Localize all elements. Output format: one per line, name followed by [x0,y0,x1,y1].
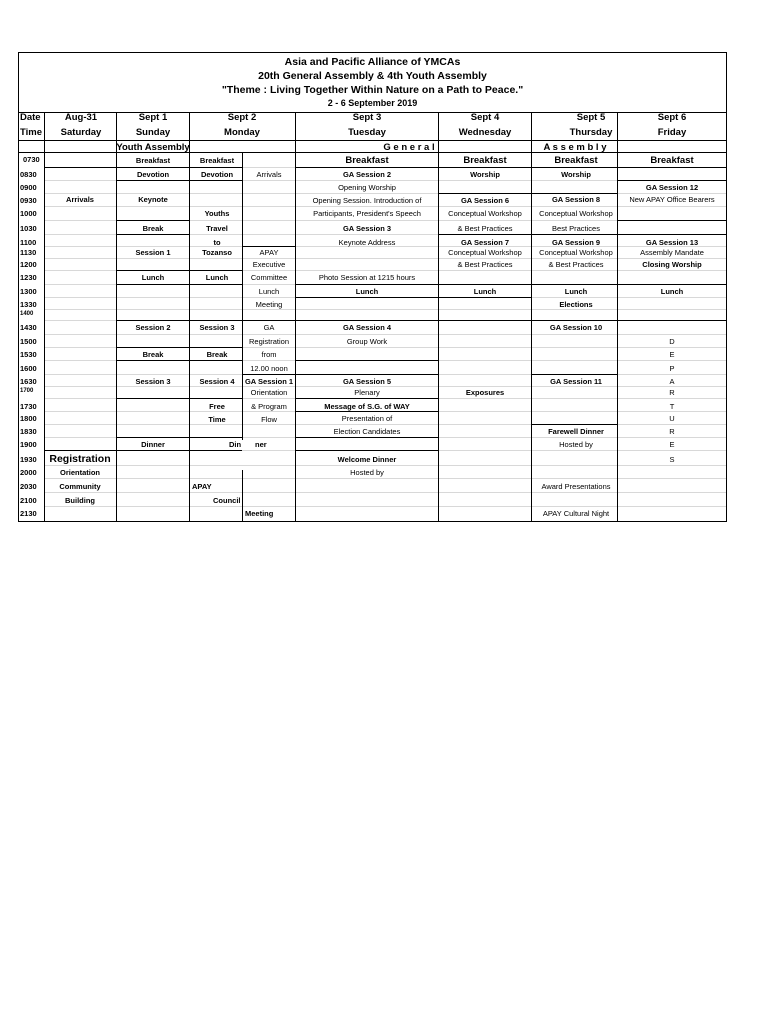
day-date: Sept 6 [657,112,687,123]
grid-line [438,193,531,194]
event: Conceptual Workshop [448,248,522,257]
day-date: Sept 5 [576,112,606,123]
day-name: Friday [657,127,687,138]
event: GA Session 6 [460,196,510,205]
grid-line [617,112,618,521]
event: GA Session 2 [342,170,392,179]
day-date: Sept 2 [227,112,257,123]
grid-line [531,193,617,194]
grid-line [189,320,242,321]
event: Participants, President's Speech [313,209,421,218]
grid-line [116,450,189,451]
day-name: Thursday [569,127,613,138]
grid-line [189,112,190,521]
day-date: Sept 3 [352,112,382,123]
grid-line [531,374,617,375]
time-label: 1200 [20,260,37,269]
event: GA Session 11 [550,377,602,386]
event: GA Session 7 [460,238,510,247]
day-name: Monday [224,127,260,138]
time-label: 1700 [20,388,34,394]
grid-line [116,180,189,181]
event: GA Session 1 [244,377,294,386]
event: Opening Worship [338,183,396,192]
time-label: 1500 [20,337,37,346]
time-label: 1430 [20,323,37,332]
grid-line [295,360,438,361]
event: Conceptual Workshop [539,209,613,218]
event: Session 3 [199,323,235,332]
event: Welcome Dinner [337,455,397,464]
grid-line [44,309,726,310]
grid-line [116,360,189,361]
event: Session 1 [135,248,171,257]
grid-line [44,478,726,479]
grid-line [295,398,438,399]
event: Lunch [141,273,165,282]
grid-line [189,360,242,361]
event: Lunch [660,287,684,296]
grid-line [242,320,295,321]
grid-line [116,112,117,521]
time-label: 0930 [20,196,37,205]
event: Din [229,440,242,449]
time-label: 1730 [20,402,37,411]
event: Hosted by [559,440,593,449]
time-label: 1400 [20,311,34,317]
grid-line [242,470,243,521]
event: APAY [259,248,279,257]
grid-line [531,112,532,521]
grid-line [438,234,531,235]
time-label: 1330 [20,300,37,309]
event: Breakfast [463,155,507,166]
time-label: 0730 [23,155,40,164]
grid-line [44,140,242,141]
time-label: 1100 [20,238,37,247]
time-label: 1530 [20,350,37,359]
event: Registration [248,337,290,346]
grid-line [295,320,438,321]
event: Youths [204,209,230,218]
grid-line [44,465,726,466]
event: Conceptual Workshop [539,248,613,257]
event: Best Practices [552,224,600,233]
grid-line [438,167,531,168]
event: Presentation of [341,414,393,423]
grid-line [44,112,45,521]
event: & Program [251,402,287,411]
departures-letter: A [669,377,675,386]
grid-line [44,167,116,168]
grid-line [242,152,243,440]
event: Dinner [141,440,165,449]
day-date: Sept 4 [470,112,500,123]
date-range: 2 - 6 September 2019 [327,98,418,108]
grid-line [44,506,726,507]
departures-letter: P [669,364,675,373]
event: Session 4 [199,377,235,386]
grid-line [617,234,727,235]
grid-line [295,297,438,298]
assembly-title: 20th General Assembly & 4th Youth Assembly [258,70,487,82]
event: 12.00 noon [250,364,288,373]
event: Election Candidates [333,427,401,436]
event: Meeting [245,509,274,518]
event: & Best Practices [548,260,604,269]
grid-line [295,411,438,412]
time-label: 1630 [20,377,37,386]
time-label: 0830 [20,170,37,179]
time-label: 2100 [20,496,37,505]
event: Council [213,496,241,505]
grid-line [116,220,189,221]
event: Break [142,350,164,359]
event: Elections [559,300,593,309]
time-label: 0900 [20,183,37,192]
grid-line [617,320,727,321]
grid-line [44,492,726,493]
event: Arrivals [66,195,94,204]
grid-line [617,220,727,221]
event: Time [208,415,226,424]
event: Farewell Dinner [548,427,604,436]
event: Session 3 [135,377,171,386]
grid-line [531,424,617,425]
grid-line [242,246,295,247]
event: Travel [206,224,228,233]
grid-line [242,374,295,375]
event: Lunch [564,287,588,296]
event: GA [263,323,275,332]
grid-line [438,297,531,298]
event: Group Work [346,337,388,346]
event: Opening Session. Introduction of [312,196,422,205]
departures-letter: D [669,337,675,346]
event: Breakfast [135,156,171,165]
day-name: Wednesday [458,127,512,138]
grid-line [531,234,617,235]
grid-line [116,398,189,399]
time-label: 2130 [20,509,37,518]
grid-line [617,167,727,168]
grid-line [189,284,242,285]
event: GA Session 8 [551,195,601,204]
day-name: Sunday [135,127,171,138]
event: Registration [49,453,111,465]
event: Plenary [354,388,380,397]
event: Devotion [136,170,170,179]
event: Conceptual Workshop [448,209,522,218]
grid-line [531,167,617,168]
event: GA Session 12 [645,183,699,192]
grid-line [531,284,617,285]
event: Meeting [255,300,283,309]
event: to [213,238,221,247]
event: GA Session 9 [551,238,601,247]
departures-letter: S [669,455,675,464]
time-label: 1600 [20,364,37,373]
grid-line [116,320,189,321]
event: Orientation [59,468,101,477]
event: GA Session 10 [549,323,603,332]
grid-line [116,167,189,168]
event: Breakfast [554,155,598,166]
grid-line [189,347,242,348]
grid-line [295,374,438,375]
grid-line [189,398,242,399]
departures-letter: T [669,402,675,411]
event: Executive [252,260,286,269]
event: Break [206,350,228,359]
event: Lunch [355,287,379,296]
assembly-banner: A s s e m b l y [543,142,607,153]
event: Session 2 [135,323,171,332]
grid-line [189,167,242,168]
grid-line [295,112,296,521]
event: Worship [470,170,500,179]
event: Hosted by [350,468,384,477]
time-label: 1300 [20,287,37,296]
event: Photo Session at 1215 hours [318,273,416,282]
event: Flow [261,415,277,424]
event: APAY [192,482,212,491]
departures-letter: E [669,440,675,449]
event: Breakfast [345,155,389,166]
event: & Best Practices [457,260,513,269]
event: GA Session 4 [342,323,392,332]
grid-line [295,437,438,438]
event: Worship [561,170,591,179]
time-label: 1030 [20,224,37,233]
event: Community [59,482,101,491]
grid-line [44,206,726,207]
departures-letter: U [669,414,675,423]
theme-title: "Theme : Living Together Within Nature on a Path to Peace." [221,84,524,96]
time-label: Time [20,127,43,138]
time-label: 1830 [20,427,37,436]
event: Award Presentations [541,482,611,491]
grid-line [116,347,189,348]
event: Orientation [250,388,288,397]
grid-line [44,386,726,387]
event: Closing Worship [642,260,702,269]
grid-line [295,450,438,451]
event: GA Session 13 [645,238,699,247]
time-label: 1000 [20,209,37,218]
grid-line [617,180,727,181]
day-name: Saturday [60,127,102,138]
departures-letter: R [669,427,675,436]
grid-line [44,450,116,451]
event: Committee [250,273,288,282]
day-date: Sept 1 [138,112,168,123]
time-label: 2000 [20,468,37,477]
event: Exposures [465,388,505,397]
event: Lunch [205,273,229,282]
event: Devotion [200,170,234,179]
grid-line [242,140,727,141]
grid-line [295,284,438,285]
grid-line [44,193,726,194]
event: Lunch [473,287,497,296]
event: Lunch [258,287,280,296]
time-label: 1130 [20,248,37,257]
grid-line [295,167,438,168]
day-name: Tuesday [348,127,386,138]
grid-line [44,258,726,259]
event: Break [142,224,164,233]
time-label: 1230 [20,273,37,282]
grid-line [189,437,242,438]
time-label: 1800 [20,414,37,423]
grid-line [531,320,617,321]
grid-line [438,320,531,321]
event: & Best Practices [457,224,513,233]
day-date: Aug-31 [64,112,98,123]
grid-line [116,437,189,438]
grid-line [189,450,242,451]
grid-line [438,284,531,285]
time-label: 2030 [20,482,37,491]
event: Free [209,402,225,411]
alliance-title: Asia and Pacific Alliance of YMCAs [284,56,461,68]
event: ner [255,440,267,449]
general-banner: G e n e r a l [383,142,435,153]
event: GA Session 3 [342,224,392,233]
time-label: 1900 [20,440,37,449]
event: Assembly Mandate [640,248,704,257]
event: Building [65,496,95,505]
event: Tozanso [202,248,232,257]
event: Breakfast [199,156,235,165]
grid-line [189,270,242,271]
event: GA Session 5 [342,377,392,386]
event: New APAY Office Bearers [629,195,715,204]
event: APAY Cultural Night [542,509,610,518]
grid-line [44,424,726,425]
grid-line [116,270,189,271]
departures-letter: E [669,350,675,359]
event: from [261,350,277,359]
grid-line [44,334,726,335]
grid-line [116,234,189,235]
time-label: 1930 [20,455,37,464]
grid-line [438,112,439,521]
grid-line [116,284,189,285]
date-label: Date [20,112,41,123]
event: Keynote [138,195,168,204]
event: Message of S.G. of WAY [324,402,410,411]
grid-line [617,284,727,285]
event: Arrivals [256,170,282,179]
event: Keynote Address [338,238,396,247]
event: Breakfast [650,155,694,166]
youth-assembly-banner: Youth Assembly [116,142,190,153]
departures-letter: R [669,388,675,397]
grid-line [189,180,242,181]
